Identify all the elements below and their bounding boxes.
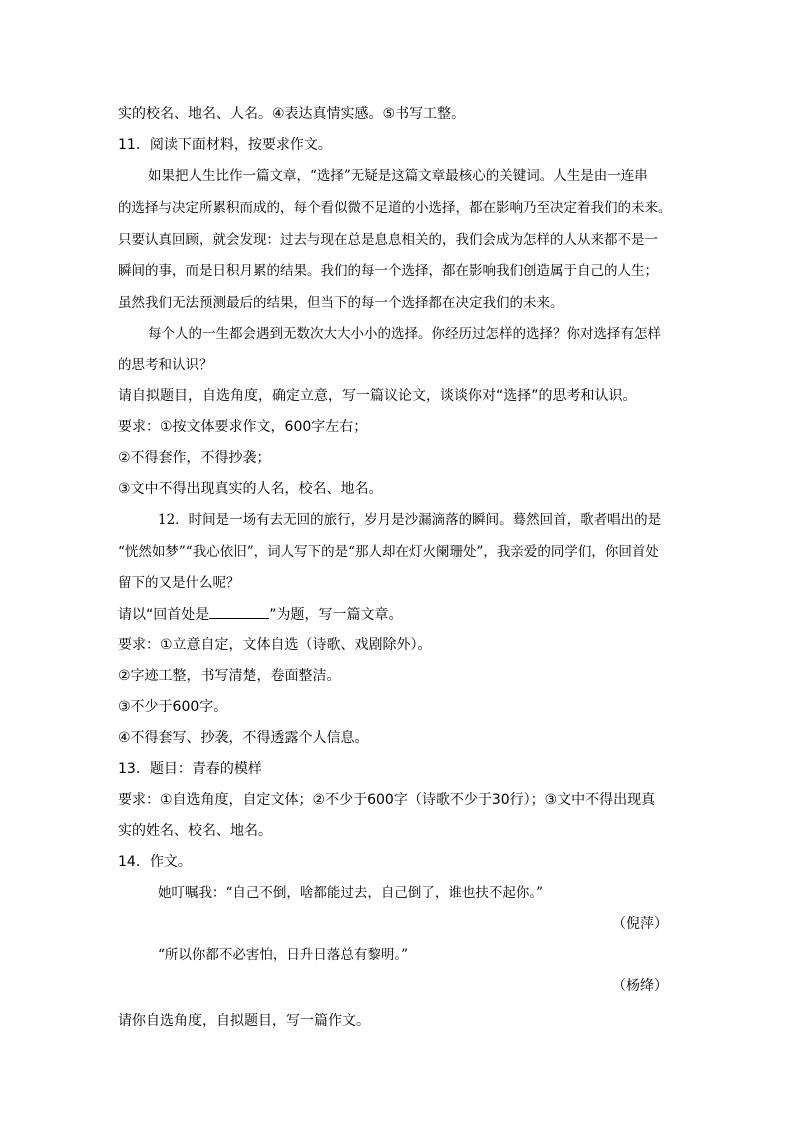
- material-line: 瞬间的事，而是日积月累的结果。我们的每一个选择，都在影响我们创造属于自己的人生；: [118, 263, 658, 279]
- question-11-heading: 11．阅读下面材料，按要求作文。: [118, 137, 332, 153]
- quote-line: 她叮嘱我：“自己不倒，啥都能过去，自己倒了，谁也扶不起你。”: [158, 885, 544, 901]
- title-prompt-prefix: 请以“回首处是: [118, 607, 210, 623]
- question-12-line: 留下的又是什么呢？: [118, 575, 240, 591]
- material-line: 虽然我们无法预测最后的结果，但当下的每一个选择都在决定我们的未来。: [118, 295, 564, 311]
- title-prompt-suffix: ”为题，写一篇文章。: [269, 607, 403, 623]
- material-line: 的思考和认识？: [118, 357, 213, 373]
- question-14-heading: 14．作文。: [118, 854, 192, 870]
- requirement-line: 要求：①按文体要求作文，600字左右；: [118, 419, 368, 435]
- requirement-line: ②不得套作，不得抄袭；: [118, 450, 271, 466]
- quote-author: （杨绛）: [612, 978, 668, 994]
- material-line: 的选择与决定所累积而成的，每个看似微不足道的小选择，都在影响乃至决定着我们的未来。: [118, 200, 672, 216]
- material-line: 如果把人生比作一篇文章，“选择”无疑是这篇文章最核心的关键词。人生是由一连串: [148, 168, 648, 184]
- requirement-line: ④不得套写、抄袭，不得透露个人信息。: [118, 730, 369, 746]
- requirement-line: 实的姓名、校名、地名。: [118, 823, 272, 839]
- material-line: 只要认真回顾，就会发现：过去与现在总是息息相关的，我们会成为怎样的人从来都不是一: [118, 232, 658, 248]
- requirement-line: 要求：①立意自定，文体自选（诗歌、戏剧除外）。: [118, 637, 432, 653]
- instruction-line: 请你自选角度，自拟题目，写一篇作文。: [118, 1013, 370, 1029]
- material-line: 每个人的一生都会遇到无数次大大小小的选择。你经历过怎样的选择？你对选择有怎样: [148, 326, 661, 342]
- title-prompt-line: [118, 604, 403, 625]
- question-12-line: “恍然如梦”“我心依旧”，词人写下的是“那人却在灯火阑珊处”，我亲爱的同学们，你回首处: [118, 544, 659, 560]
- quote-line: “所以你都不必害怕，日升日落总有黎明。”: [158, 947, 409, 963]
- question-12-line: 12．时间是一场有去无回的旅行，岁月是沙漏滴落的瞬间。蓦然回首，歌者唱出的是: [158, 512, 662, 528]
- requirement-line: ②字迹工整，书写清楚，卷面整洁。: [118, 668, 341, 684]
- requirement-line: ③文中不得出现真实的人名，校名、地名。: [118, 481, 383, 497]
- requirement-line: ③不少于600字。: [118, 699, 228, 715]
- question-13-heading: 13．题目：青春的模样: [118, 761, 262, 777]
- fill-in-blank: [209, 604, 269, 619]
- instruction-line: 请自拟题目，自选角度，确定立意，写一篇议论文，谈谈你对“选择”的思考和认识。: [118, 388, 637, 404]
- text-line: 实的校名、地名、人名。④表达真情实感。⑤书写工整。: [118, 106, 466, 122]
- quote-author: （倪萍）: [612, 916, 668, 932]
- requirement-line: 要求：①自选角度，自定文体；②不少于600字（诗歌不少于30行）；③文中不得出现真: [118, 792, 656, 808]
